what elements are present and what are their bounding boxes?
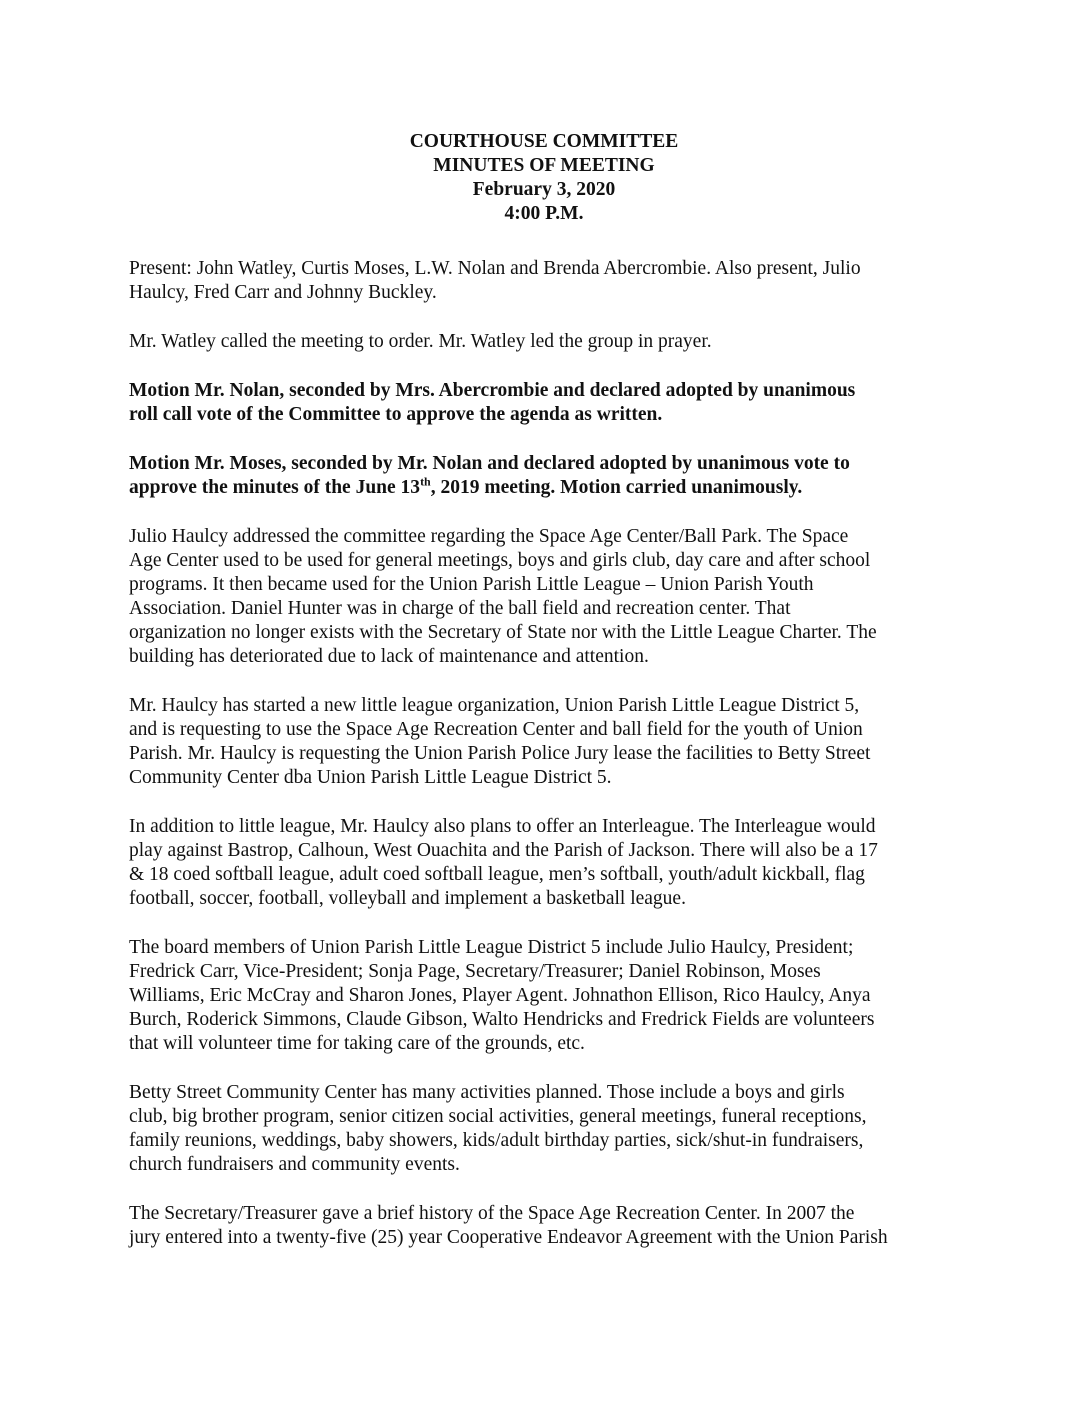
text-line: Haulcy, Fred Carr and Johnny Buckley.: [129, 282, 437, 303]
text-segment: , 2019 meeting. Motion carried unanimously.: [430, 477, 803, 498]
history-paragraph: [129, 1202, 959, 1250]
text-line: Motion Mr. Moses, seconded by Mr. Nolan and declared adopted by unanimous vote to: [129, 453, 850, 474]
attendance-paragraph: [129, 257, 959, 305]
text-line: Betty Street Community Center has many activities planned. Those include a boys and girls: [129, 1082, 845, 1103]
community-center-paragraph: [129, 1081, 959, 1177]
text-line: Mr. Watley called the meeting to order. Mr. Watley led the group in prayer.: [129, 331, 712, 352]
text-line: Present: John Watley, Curtis Moses, L.W. Nolan and Brenda Abercrombie. Also present, Julio: [129, 258, 861, 279]
text-line: family reunions, weddings, baby showers, kids/adult birthday parties, sick/shut-in fundraisers,: [129, 1130, 864, 1151]
text-line: and is requesting to use the Space Age Recreation Center and ball field for the youth of Union: [129, 719, 863, 740]
meeting-date: February 3, 2020: [472, 179, 616, 200]
text-line: play against Bastrop, Calhoun, West Ouachita and the Parish of Jackson. There will also be a 17: [129, 840, 878, 861]
text-line: roll call vote of the Committee to approve the agenda as written.: [129, 404, 663, 425]
text-line: jury entered into a twenty-five (25) year Cooperative Endeavor Agreement with the Union Parish: [129, 1227, 888, 1248]
committee-title: COURTHOUSE COMMITTEE: [409, 131, 679, 152]
minutes-motion-paragraph: [129, 452, 959, 500]
ordinal-suffix: th: [420, 474, 431, 489]
document-body: [129, 257, 959, 1275]
text-line: Fredrick Carr, Vice-President; Sonja Page, Secretary/Treasurer; Daniel Robinson, Moses: [129, 961, 821, 982]
call-to-order-paragraph: [129, 330, 959, 354]
text-line: Parish. Mr. Haulcy is requesting the Union Parish Police Jury lease the facilities to Betty Street: [129, 743, 871, 764]
meeting-time: 4:00 P.M.: [504, 203, 584, 224]
agenda-motion-paragraph: [129, 379, 959, 427]
text-line: club, big brother program, senior citizen social activities, general meetings, funeral receptions,: [129, 1106, 867, 1127]
text-line: Age Center used to be used for general meetings, boys and girls club, day care and after school: [129, 550, 871, 571]
minutes-title: MINUTES OF MEETING: [433, 155, 655, 176]
text-line: that will volunteer time for taking care of the grounds, etc.: [129, 1033, 585, 1054]
text-line: & 18 coed softball league, adult coed softball league, men’s softball, youth/adult kickball, flag: [129, 864, 865, 885]
text-line: Association. Daniel Hunter was in charge of the ball field and recreation center. That: [129, 598, 791, 619]
text-line: football, soccer, football, volleyball and implement a basketball league.: [129, 888, 686, 909]
text-line: church fundraisers and community events.: [129, 1154, 460, 1175]
document-header: [0, 130, 1088, 226]
text-line: Mr. Haulcy has started a new little league organization, Union Parish Little League District 5,: [129, 695, 860, 716]
interleague-paragraph: [129, 815, 959, 911]
text-line: In addition to little league, Mr. Haulcy also plans to offer an Interleague. The Interleague would: [129, 816, 876, 837]
new-league-paragraph: [129, 694, 959, 790]
text-line: Motion Mr. Nolan, seconded by Mrs. Abercrombie and declared adopted by unanimous: [129, 380, 856, 401]
text-line: building has deteriorated due to lack of maintenance and attention.: [129, 646, 649, 667]
text-segment: approve the minutes of the June 13: [129, 477, 421, 498]
text-line: Julio Haulcy addressed the committee regarding the Space Age Center/Ball Park. The Space: [129, 526, 849, 547]
text-line: organization no longer exists with the Secretary of State nor with the Little League Charter. The: [129, 622, 877, 643]
text-line: programs. It then became used for the Union Parish Little League – Union Parish Youth: [129, 574, 814, 595]
text-line: Community Center dba Union Parish Little League District 5.: [129, 767, 612, 788]
space-age-center-paragraph: [129, 525, 959, 669]
text-line: Burch, Roderick Simmons, Claude Gibson, Walto Hendricks and Fredrick Fields are volunteers: [129, 1009, 875, 1030]
text-line: The Secretary/Treasurer gave a brief history of the Space Age Recreation Center. In 2007 the: [129, 1203, 855, 1224]
text-line: Williams, Eric McCray and Sharon Jones, Player Agent. Johnathon Ellison, Rico Haulcy, Anya: [129, 985, 871, 1006]
board-members-paragraph: [129, 936, 959, 1056]
text-line: The board members of Union Parish Little League District 5 include Julio Haulcy, President;: [129, 937, 854, 958]
text-line: [129, 476, 959, 500]
